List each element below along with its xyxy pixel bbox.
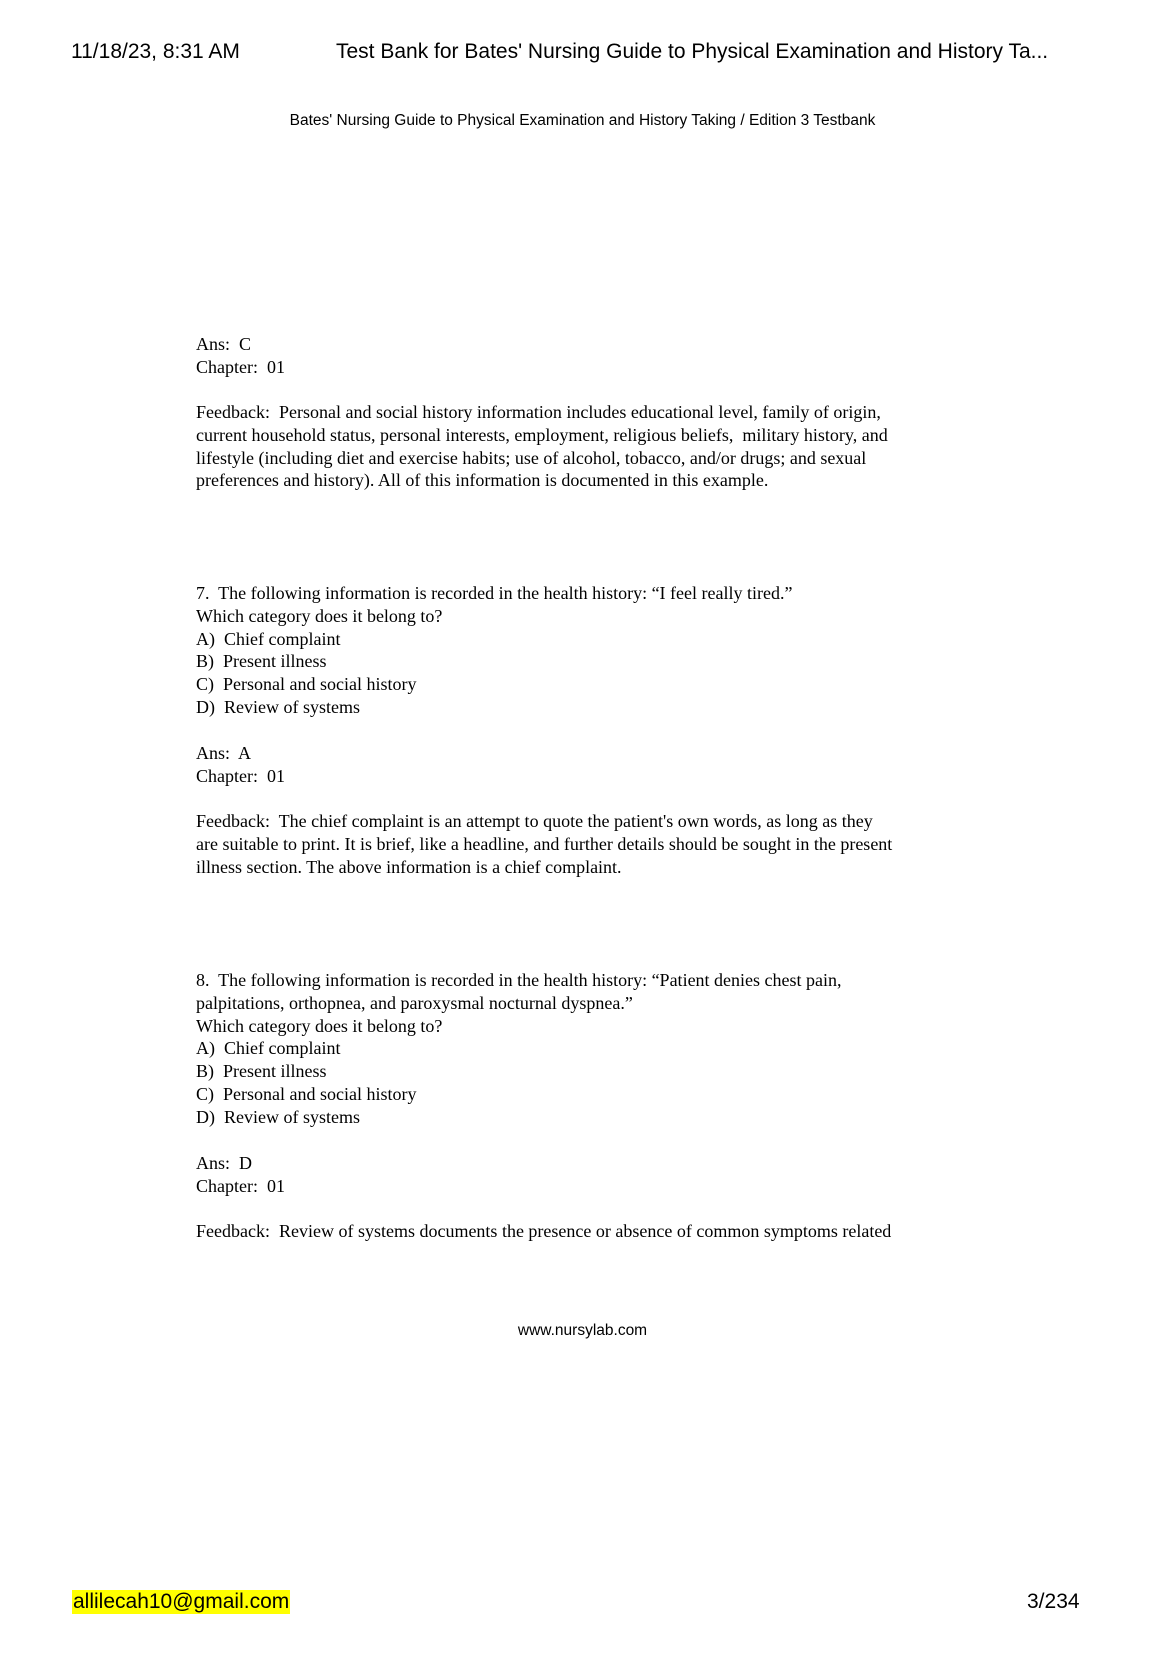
page-footer-url: www.nursylab.com (517, 1322, 648, 1339)
question-8 (196, 969, 842, 1129)
feedback-line: preferences and history). All of this information is documented in this example. (196, 470, 769, 491)
question-stem: Which category does it belong to? (196, 1015, 443, 1036)
option-b: B) Present illness (196, 1061, 327, 1082)
q8-feedback (196, 1220, 891, 1243)
option-c: C) Personal and social history (196, 1083, 417, 1104)
q8-answer-block (196, 1152, 285, 1198)
feedback-line: lifestyle (including diet and exercise habits; use of alcohol, tobacco, and/or drugs; and sexual (196, 447, 867, 468)
page-number: 3/234 (1027, 1590, 1080, 1613)
question-stem: Which category does it belong to? (196, 605, 443, 626)
answer: Ans: A (196, 743, 252, 763)
question-7 (196, 582, 792, 719)
answer: Ans: D (196, 1153, 253, 1173)
option-b: B) Present illness (196, 651, 327, 672)
option-d: D) Review of systems (196, 1106, 360, 1127)
running-head: Bates' Nursing Guide to Physical Examination and History Taking / Edition 3 Testbank (289, 112, 876, 129)
chapter: Chapter: 01 (196, 1175, 285, 1196)
option-a: A) Chief complaint (196, 1038, 341, 1059)
question-stem: 7. The following information is recorded in the health history: “I feel really tired.” (196, 583, 793, 603)
feedback-line: Feedback: Personal and social history information includes educational level, family of origin, (196, 402, 881, 422)
feedback-line: illness section. The above information is a chief complaint. (196, 856, 622, 877)
feedback-line: are suitable to print. It is brief, like a headline, and further details should be sought in the present (196, 833, 893, 854)
option-d: D) Review of systems (196, 696, 360, 717)
feedback-line: Feedback: The chief complaint is an attempt to quote the patient's own words, as long as they (196, 811, 873, 831)
q7-feedback (196, 810, 892, 878)
question-stem: palpitations, orthopnea, and paroxysmal nocturnal dyspnea.” (196, 992, 633, 1013)
chapter: Chapter: 01 (196, 765, 285, 786)
highlighted-email: allilecah10@gmail.com (73, 1590, 290, 1613)
option-c: C) Personal and social history (196, 674, 417, 695)
q7-answer-block (196, 742, 285, 788)
q6-answer-block (196, 333, 285, 379)
print-page-title: Test Bank for Bates' Nursing Guide to Physical Examination and History Ta... (336, 40, 1049, 63)
option-a: A) Chief complaint (196, 628, 341, 649)
feedback-line: Feedback: Review of systems documents the presence or absence of common symptoms related (196, 1221, 892, 1241)
q6-feedback (196, 401, 888, 492)
question-stem: 8. The following information is recorded in the health history: “Patient denies chest pain, (196, 970, 842, 990)
chapter: Chapter: 01 (196, 356, 285, 377)
print-datetime: 11/18/23, 8:31 AM (71, 40, 240, 63)
answer: Ans: C (196, 334, 252, 354)
feedback-line: current household status, personal interests, employment, religious beliefs, military history, and (196, 424, 888, 445)
